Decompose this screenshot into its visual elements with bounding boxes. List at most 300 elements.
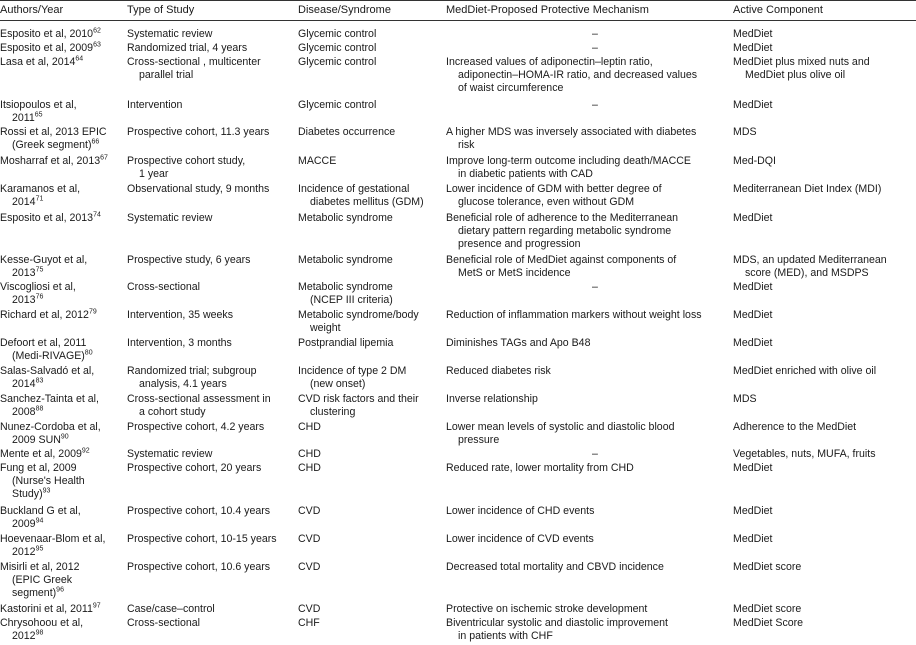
- study-type-cell: [127, 603, 287, 616]
- component-cell-text: MedDiet plus mixed nuts and: [733, 56, 870, 68]
- disease-cell: [298, 155, 438, 168]
- mechanism-cell-text: Biventricular systolic and diastolic improvement: [446, 617, 668, 629]
- mechanism-cell: [446, 448, 746, 461]
- study-type-cell-line: [127, 56, 287, 69]
- disease-cell-line: [298, 462, 438, 475]
- disease-cell-text: Glycemic control: [298, 99, 377, 111]
- disease-cell-text: (new onset): [310, 378, 366, 391]
- reference-number: 96: [56, 586, 64, 594]
- component-cell: [733, 56, 913, 82]
- disease-cell-line: [298, 126, 438, 139]
- disease-cell-line: [298, 196, 438, 209]
- reference-number: 90: [60, 433, 69, 441]
- mechanism-cell-line: [446, 365, 746, 378]
- component-cell-line: [733, 421, 913, 434]
- author-cell-text: Misirli et al, 2012: [0, 561, 80, 573]
- disease-cell-text: CHD: [298, 462, 321, 474]
- study-type-cell: [127, 212, 287, 225]
- mechanism-cell-line: [446, 462, 746, 475]
- author-cell-line: [0, 281, 120, 294]
- component-cell-line: [733, 99, 913, 112]
- component-cell: [733, 254, 913, 280]
- reference-number: 80: [84, 349, 93, 357]
- mechanism-cell-line: [446, 393, 746, 406]
- mechanism-cell-text: pressure: [458, 434, 500, 447]
- author-cell-line: [0, 462, 120, 475]
- study-type-cell-text: Cross-sectional , multicenter: [127, 56, 261, 68]
- study-type-cell-text: Randomized trial; subgroup: [127, 365, 257, 377]
- author-cell-text: segment): [12, 587, 57, 600]
- author-cell-line: [0, 267, 120, 280]
- disease-cell-line: [298, 406, 438, 419]
- author-cell-text: Defoort et al, 2011: [0, 337, 87, 349]
- author-cell-line: [0, 99, 120, 112]
- study-type-cell-line: [127, 281, 287, 294]
- disease-cell: [298, 126, 438, 139]
- disease-cell-text: CHD: [298, 421, 321, 433]
- component-cell: [733, 462, 913, 475]
- disease-cell-text: (NCEP III criteria): [310, 294, 393, 307]
- disease-cell: [298, 617, 438, 630]
- author-cell-line: [0, 337, 120, 350]
- component-cell-text: Adherence to the MedDiet: [733, 421, 857, 433]
- author-cell-text: Hoevenaar-Blom et al,: [0, 533, 106, 545]
- reference-number: 71: [35, 195, 44, 203]
- author-cell-line: [0, 421, 120, 434]
- mechanism-cell: [446, 533, 746, 546]
- component-cell: [733, 365, 913, 378]
- disease-cell-line: [298, 28, 438, 41]
- study-type-cell-text: Prospective cohort, 11.3 years: [127, 126, 270, 138]
- mechanism-cell-text: Lower incidence of CHD events: [446, 505, 595, 517]
- author-cell-line: [0, 139, 120, 152]
- author-cell-line: [0, 112, 120, 125]
- component-cell-text: MedDiet score: [733, 561, 802, 573]
- author-cell: [0, 155, 120, 168]
- disease-cell: [298, 212, 438, 225]
- component-cell-line: [733, 69, 913, 82]
- author-cell-text: 2013: [12, 267, 36, 280]
- author-cell: [0, 617, 120, 643]
- mechanism-cell-text: Reduced rate, lower mortality from CHD: [446, 462, 634, 474]
- component-cell-text: Med-DQI: [733, 155, 776, 167]
- study-type-cell: [127, 155, 287, 181]
- study-type-cell-text: Prospective cohort, 10.4 years: [127, 505, 271, 517]
- author-cell-text: 2008: [12, 406, 36, 419]
- mechanism-cell-text: Inverse relationship: [446, 393, 538, 405]
- mechanism-cell: [446, 99, 746, 112]
- reference-number: 76: [35, 293, 44, 301]
- component-cell-line: [733, 42, 913, 55]
- study-type-cell-text: Systematic review: [127, 28, 213, 40]
- author-cell: [0, 99, 120, 125]
- disease-cell-text: CHF: [298, 617, 320, 629]
- author-cell-line: [0, 603, 120, 616]
- author-cell: [0, 505, 120, 531]
- disease-cell-text: weight: [310, 322, 341, 335]
- mechanism-cell-text: presence and progression: [458, 238, 581, 251]
- study-type-cell-line: [127, 617, 287, 630]
- author-cell-text: Fung et al, 2009: [0, 462, 77, 474]
- author-cell: [0, 421, 120, 447]
- author-cell-text: 2009 SUN: [12, 434, 61, 447]
- disease-cell-text: Incidence of type 2 DM: [298, 365, 407, 377]
- author-cell: [0, 126, 120, 152]
- study-type-cell: [127, 183, 287, 196]
- study-type-cell: [127, 337, 287, 350]
- mechanism-cell-text: Lower incidence of GDM with better degree of: [446, 183, 662, 195]
- reference-number: 98: [35, 629, 44, 637]
- component-cell: [733, 505, 913, 518]
- component-cell: [733, 42, 913, 55]
- study-type-cell: [127, 462, 287, 475]
- author-cell: [0, 254, 120, 280]
- study-type-cell-text: Systematic review: [127, 448, 213, 460]
- author-cell-text: Rossi et al, 2013 EPIC: [0, 126, 107, 138]
- disease-cell-text: CHD: [298, 448, 321, 460]
- author-cell-line: [0, 617, 120, 630]
- mechanism-cell-line: [446, 561, 746, 574]
- disease-cell: [298, 183, 438, 209]
- disease-cell-text: Postprandial lipemia: [298, 337, 394, 349]
- mechanism-cell-line: [446, 448, 746, 461]
- component-cell: [733, 126, 913, 139]
- study-type-cell-text: Case/case–control: [127, 603, 215, 615]
- component-cell-text: MedDiet: [733, 462, 773, 474]
- study-type-cell-text: Prospective cohort, 20 years: [127, 462, 262, 474]
- disease-cell-line: [298, 365, 438, 378]
- author-cell-line: [0, 28, 120, 41]
- component-cell-line: [733, 617, 913, 630]
- mechanism-cell: [446, 309, 746, 322]
- study-type-cell-text: 1 year: [139, 168, 169, 181]
- mechanism-cell-line: [446, 434, 746, 447]
- author-cell-line: [0, 254, 120, 267]
- study-type-cell-line: [127, 393, 287, 406]
- disease-cell-text: Metabolic syndrome: [298, 281, 393, 293]
- study-type-cell-text: Prospective cohort, 4.2 years: [127, 421, 265, 433]
- study-type-cell: [127, 42, 287, 55]
- author-cell-text: 2011: [12, 112, 35, 125]
- mechanism-cell-line: [446, 139, 746, 152]
- mechanism-cell-text: –: [592, 28, 598, 40]
- mechanism-cell-line: [446, 126, 746, 139]
- mechanism-cell-line: [446, 337, 746, 350]
- author-cell-text: 2012: [12, 546, 36, 559]
- study-type-cell: [127, 56, 287, 82]
- disease-cell-line: [298, 393, 438, 406]
- component-cell: [733, 617, 913, 630]
- study-type-cell-line: [127, 337, 287, 350]
- component-cell-text: MedDiet: [733, 281, 773, 293]
- mechanism-cell: [446, 421, 746, 447]
- mechanism-cell-text: Beneficial role of adherence to the Mediterranean: [446, 212, 679, 224]
- mechanism-cell-line: [446, 99, 746, 112]
- component-cell-line: [733, 533, 913, 546]
- component-cell: [733, 155, 913, 168]
- component-cell-text: MedDiet Score: [733, 617, 804, 629]
- disease-cell: [298, 99, 438, 112]
- study-type-cell-text: Intervention: [127, 99, 183, 111]
- component-cell: [733, 99, 913, 112]
- study-type-cell-line: [127, 603, 287, 616]
- component-cell-text: MDS, an updated Mediterranean: [733, 254, 887, 266]
- author-cell-text: Study): [12, 488, 43, 501]
- mechanism-cell-line: [446, 603, 746, 616]
- component-cell-text: Mediterranean Diet Index (MDI): [733, 183, 882, 195]
- component-cell-text: MedDiet: [733, 99, 773, 111]
- disease-cell-line: [298, 561, 438, 574]
- disease-cell-text: Metabolic syndrome/body: [298, 309, 419, 321]
- reference-number: 75: [35, 266, 44, 274]
- component-cell-line: [733, 183, 913, 196]
- disease-cell: [298, 533, 438, 546]
- author-cell-text: Esposito et al, 2013: [0, 212, 94, 224]
- reference-number: 92: [81, 447, 90, 455]
- author-cell-line: [0, 196, 120, 209]
- disease-cell: [298, 56, 438, 69]
- study-type-cell: [127, 505, 287, 518]
- author-cell: [0, 448, 120, 461]
- author-cell-line: [0, 393, 120, 406]
- mechanism-cell-text: –: [592, 42, 598, 54]
- reference-number: 63: [93, 41, 101, 49]
- mechanism-cell-text: MetS or MetS incidence: [458, 267, 571, 280]
- disease-cell-line: [298, 322, 438, 335]
- author-cell-text: Mente et al, 2009: [0, 448, 82, 460]
- top-rule: [0, 0, 916, 1]
- mechanism-cell: [446, 42, 746, 55]
- disease-cell-text: Glycemic control: [298, 56, 377, 68]
- component-cell-text: MedDiet: [733, 505, 773, 517]
- study-type-cell-text: Prospective cohort study,: [127, 155, 246, 167]
- author-cell-text: (Greek segment): [12, 139, 92, 152]
- reference-number: 88: [35, 405, 44, 413]
- author-cell: [0, 365, 120, 391]
- mechanism-cell-line: [446, 238, 746, 251]
- component-cell-line: [733, 462, 913, 475]
- mechanism-cell: [446, 561, 746, 574]
- author-cell-text: 2014: [12, 196, 36, 209]
- author-cell-text: Kesse-Guyot et al,: [0, 254, 88, 266]
- reference-number: 65: [34, 111, 43, 119]
- mechanism-cell-line: [446, 281, 746, 294]
- component-cell: [733, 421, 913, 434]
- reference-number: 74: [93, 211, 101, 219]
- author-cell-line: [0, 574, 120, 587]
- disease-cell-line: [298, 533, 438, 546]
- study-type-cell: [127, 617, 287, 630]
- disease-cell-line: [298, 421, 438, 434]
- mechanism-cell-text: adiponectin–HOMA-IR ratio, and decreased values: [458, 69, 698, 82]
- study-type-cell-line: [127, 462, 287, 475]
- component-cell: [733, 183, 913, 196]
- study-type-cell: [127, 533, 287, 546]
- mechanism-cell: [446, 505, 746, 518]
- component-cell-text: MedDiet plus olive oil: [745, 69, 846, 82]
- study-type-cell-line: [127, 309, 287, 322]
- author-cell-line: [0, 505, 120, 518]
- disease-cell-text: CVD: [298, 505, 321, 517]
- author-cell-text: Buckland G et al,: [0, 505, 81, 517]
- author-cell-text: Mosharraf et al, 2013: [0, 155, 101, 167]
- reference-number: 94: [35, 517, 44, 525]
- component-cell-line: [733, 365, 913, 378]
- author-cell-line: [0, 126, 120, 139]
- mechanism-cell-text: dietary pattern regarding metabolic syndrome: [458, 225, 672, 238]
- study-type-cell-text: Cross-sectional: [127, 617, 201, 629]
- disease-cell: [298, 42, 438, 55]
- component-cell: [733, 448, 913, 461]
- mechanism-cell-text: glucose tolerance, even without GDM: [458, 196, 635, 209]
- component-cell-text: MedDiet score: [733, 603, 802, 615]
- reference-number: 64: [75, 55, 84, 63]
- disease-cell-line: [298, 617, 438, 630]
- disease-cell-text: Incidence of gestational: [298, 183, 410, 195]
- disease-cell-line: [298, 281, 438, 294]
- mechanism-cell-line: [446, 183, 746, 196]
- component-cell-line: [733, 267, 913, 280]
- study-type-cell-line: [127, 99, 287, 112]
- disease-cell-text: CVD risk factors and their: [298, 393, 419, 405]
- study-type-cell-text: parallel trial: [139, 69, 194, 82]
- reference-number: 93: [42, 487, 51, 495]
- study-type-cell-line: [127, 69, 287, 82]
- component-cell-text: MedDiet: [733, 28, 773, 40]
- mechanism-cell-text: Reduction of inflammation markers without weight loss: [446, 309, 702, 321]
- study-type-cell-line: [127, 533, 287, 546]
- component-cell-line: [733, 309, 913, 322]
- disease-cell: [298, 254, 438, 267]
- author-cell-text: (Nurse's Health: [12, 475, 85, 488]
- author-cell-line: [0, 212, 120, 225]
- mechanism-cell-text: risk: [458, 139, 475, 152]
- author-cell-text: Richard et al, 2012: [0, 309, 89, 321]
- header-type-of-study: Type of Study: [127, 4, 195, 16]
- study-type-cell-line: [127, 378, 287, 391]
- author-cell-line: [0, 350, 120, 363]
- author-cell-line: [0, 155, 120, 168]
- mechanism-cell-text: Lower mean levels of systolic and diastolic blood: [446, 421, 675, 433]
- author-cell: [0, 561, 120, 600]
- author-cell: [0, 337, 120, 363]
- study-type-cell-text: Systematic review: [127, 212, 213, 224]
- mechanism-cell-text: Protective on ischemic stroke development: [446, 603, 648, 615]
- mechanism-cell-text: –: [592, 448, 598, 460]
- component-cell: [733, 337, 913, 350]
- component-cell-text: MDS: [733, 126, 757, 138]
- disease-cell-line: [298, 337, 438, 350]
- mechanism-cell: [446, 603, 746, 616]
- disease-cell-text: CVD: [298, 561, 321, 573]
- study-type-cell: [127, 309, 287, 322]
- author-cell: [0, 533, 120, 559]
- component-cell: [733, 28, 913, 41]
- study-type-cell-text: Observational study, 9 months: [127, 183, 270, 195]
- study-type-cell: [127, 421, 287, 434]
- author-cell-line: [0, 488, 120, 501]
- disease-cell-text: CVD: [298, 533, 321, 545]
- component-cell-line: [733, 603, 913, 616]
- author-cell-line: [0, 183, 120, 196]
- mechanism-cell-line: [446, 82, 746, 95]
- mechanism-cell-line: [446, 254, 746, 267]
- disease-cell-text: CVD: [298, 603, 321, 615]
- disease-cell-line: [298, 56, 438, 69]
- disease-cell: [298, 448, 438, 461]
- disease-cell-line: [298, 99, 438, 112]
- disease-cell: [298, 462, 438, 475]
- author-cell-text: Lasa et al, 2014: [0, 56, 76, 68]
- study-type-cell-text: Intervention, 35 weeks: [127, 309, 233, 321]
- component-cell: [733, 309, 913, 322]
- component-cell-line: [733, 126, 913, 139]
- mechanism-cell: [446, 56, 746, 95]
- study-type-cell: [127, 126, 287, 139]
- mechanism-cell-line: [446, 168, 746, 181]
- reference-number: 79: [88, 308, 97, 316]
- component-cell: [733, 603, 913, 616]
- component-cell-line: [733, 254, 913, 267]
- component-cell-line: [733, 505, 913, 518]
- disease-cell-text: Metabolic syndrome: [298, 254, 393, 266]
- study-type-cell: [127, 393, 287, 419]
- mechanism-cell-text: Increased values of adiponectin–leptin ratio,: [446, 56, 653, 68]
- author-cell-text: Sanchez-Tainta et al,: [0, 393, 99, 405]
- component-cell-text: MedDiet: [733, 309, 773, 321]
- author-cell-text: 2014: [12, 378, 36, 391]
- component-cell-line: [733, 337, 913, 350]
- study-type-cell: [127, 28, 287, 41]
- mechanism-cell: [446, 365, 746, 378]
- study-type-cell-text: Prospective cohort, 10.6 years: [127, 561, 271, 573]
- author-cell: [0, 42, 120, 55]
- study-type-cell-line: [127, 561, 287, 574]
- disease-cell-text: Metabolic syndrome: [298, 212, 393, 224]
- mechanism-cell: [446, 155, 746, 181]
- author-cell-line: [0, 546, 120, 559]
- component-cell-line: [733, 212, 913, 225]
- study-type-cell: [127, 254, 287, 267]
- mechanism-cell-text: Diminishes TAGs and Apo B48: [446, 337, 591, 349]
- study-type-cell-text: Prospective cohort, 10-15 years: [127, 533, 277, 545]
- mechanism-cell-line: [446, 196, 746, 209]
- mechanism-cell-text: –: [592, 99, 598, 111]
- author-cell-line: [0, 378, 120, 391]
- author-cell-line: [0, 56, 120, 69]
- study-type-cell: [127, 365, 287, 391]
- disease-cell-text: clustering: [310, 406, 356, 419]
- study-type-cell-line: [127, 421, 287, 434]
- study-type-cell-line: [127, 505, 287, 518]
- author-cell-line: [0, 294, 120, 307]
- study-type-cell-line: [127, 155, 287, 168]
- component-cell-line: [733, 56, 913, 69]
- mechanism-cell-text: Beneficial role of MedDiet against components of: [446, 254, 677, 266]
- mechanism-cell: [446, 183, 746, 209]
- disease-cell: [298, 365, 438, 391]
- study-type-cell-line: [127, 448, 287, 461]
- author-cell-text: Kastorini et al, 2011: [0, 603, 93, 615]
- mechanism-cell-line: [446, 309, 746, 322]
- mechanism-cell-line: [446, 28, 746, 41]
- author-cell-line: [0, 475, 120, 488]
- study-type-cell-line: [127, 212, 287, 225]
- disease-cell: [298, 281, 438, 307]
- disease-cell: [298, 337, 438, 350]
- reference-number: 95: [35, 545, 44, 553]
- mechanism-cell-line: [446, 56, 746, 69]
